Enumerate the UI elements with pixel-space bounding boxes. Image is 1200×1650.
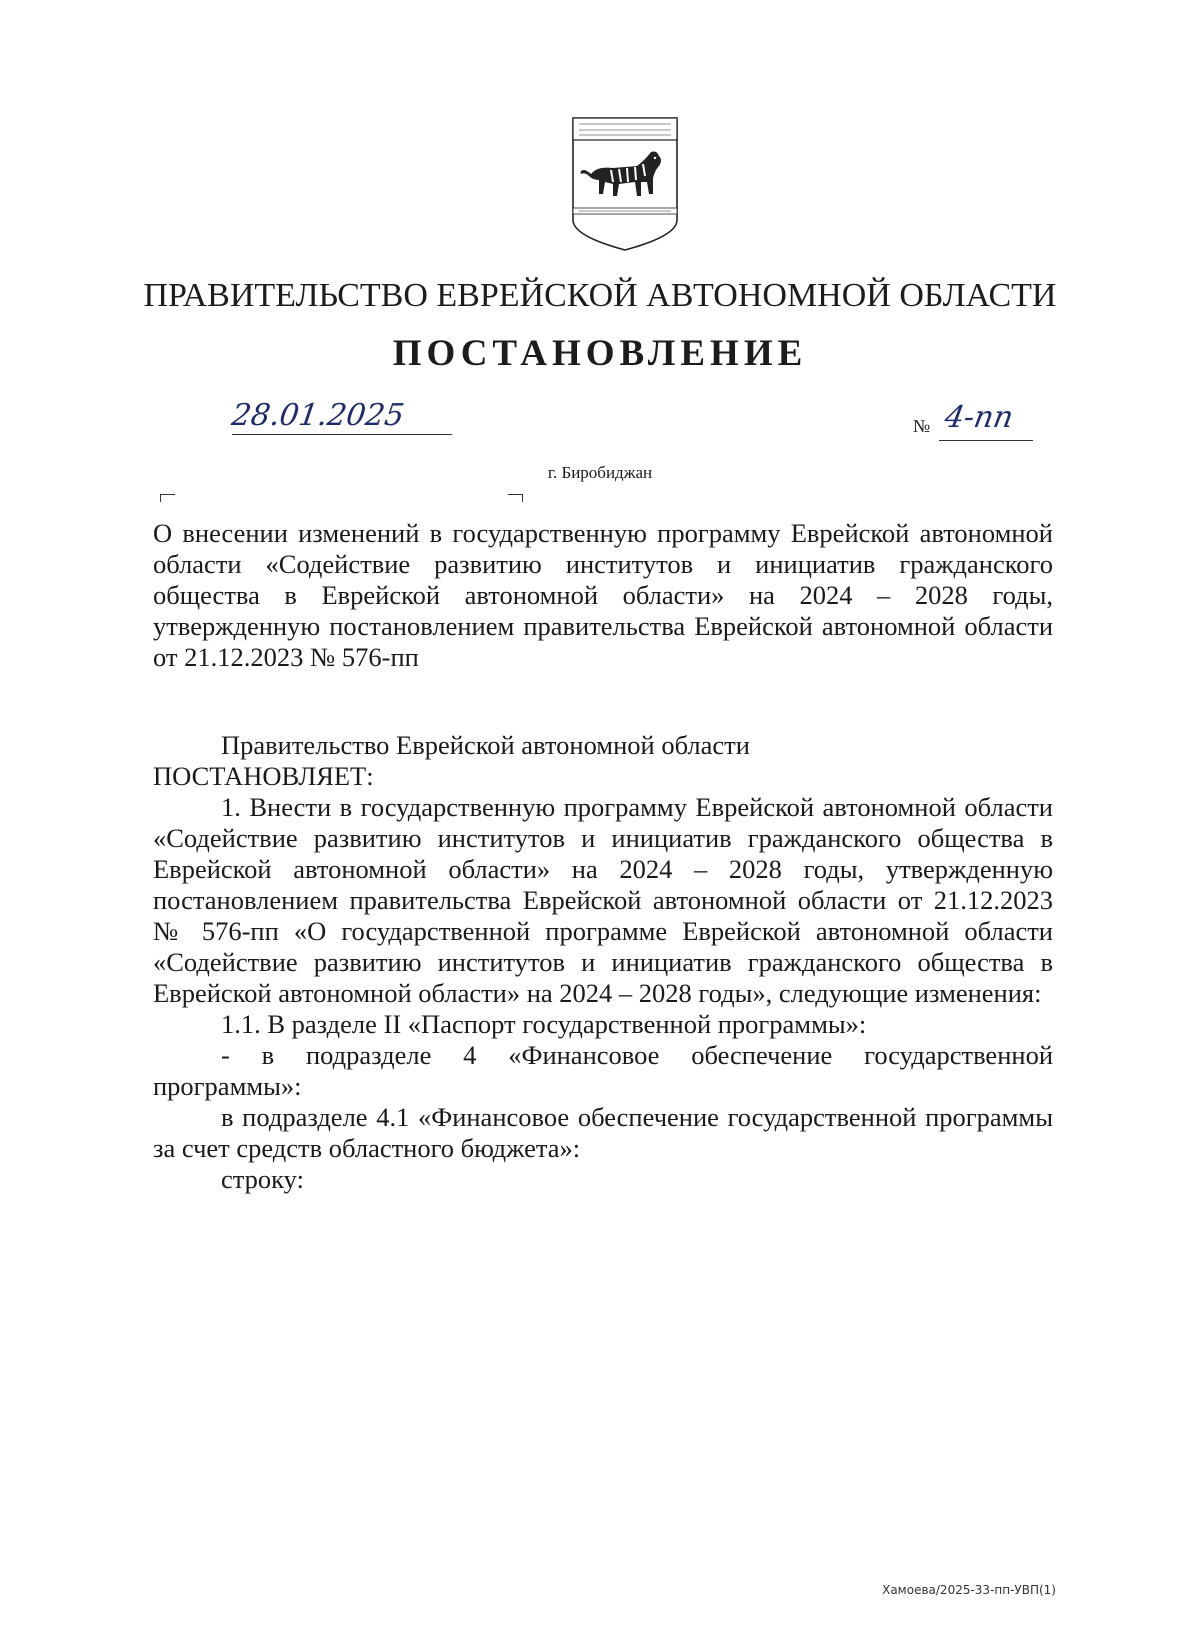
number-underline [939, 440, 1033, 441]
document-number-field [913, 400, 1053, 442]
tiger-coat-of-arms-icon [567, 116, 683, 252]
city-name: г. Биробиджан [547, 463, 653, 482]
body-paragraph-subsection-4-1: в подразделе 4.1 «Финансовое обеспечение государственной программы за счет средств областного бюджета»: [153, 1102, 1053, 1163]
body-paragraph-item-1: 1. Внести в государственную программу Еврейской автономной области «Содействие развитию институтов и инициатив гражданского общества в Еврейской автономной области» на 2024 – 2028 годы, утвержденную постановлением правительства Еврейской автономной области от 21.12.2023 № 576-пп «О государственной программе Еврейской автономной области «Содействие развитию институтов и инициатив гражданского общества в Еврейской автономной области» на 2024 – 2028 годы», следующие изменения: [153, 792, 1053, 1008]
body-paragraph-government: Правительство Еврейской автономной области [221, 730, 750, 760]
document-body [153, 730, 1053, 1195]
number-sign: № [913, 416, 931, 436]
body-paragraph-subsection-4: - в подразделе 4 «Финансовое обеспечение государственной программы»: [153, 1040, 1053, 1101]
subject-bracket-right [508, 494, 523, 502]
document-subject: О внесении изменений в государственную программу Еврейской автономной области «Содействие развитию институтов и инициатив гражданского общества в Еврейской автономной области» на 2024 – 2028 годы, утвержденную постановлением правительства Еврейской автономной области от 21.12.2023 № 576-пп [153, 518, 1053, 672]
handwritten-number: 4-пп [941, 400, 1016, 435]
footer-document-code: Хамоева/2025-33-пп-УВП(1) [882, 1583, 1056, 1597]
date-underline [232, 434, 452, 435]
body-paragraph-resolves: ПОСТАНОВЛЯЕТ: [153, 761, 374, 791]
subject-bracket-left [160, 494, 175, 502]
body-paragraph-line: строку: [221, 1164, 304, 1194]
handwritten-date: 28.01.2025 [229, 398, 407, 433]
document-date-field [229, 398, 452, 438]
organization-name: ПРАВИТЕЛЬСТВО ЕВРЕЙСКОЙ АВТОНОМНОЙ ОБЛАСТИ [143, 277, 1057, 314]
body-paragraph-item-1-1: 1.1. В разделе II «Паспорт государственной программы»: [221, 1009, 867, 1039]
document-type-title: ПОСТАНОВЛЕНИЕ [392, 333, 808, 374]
